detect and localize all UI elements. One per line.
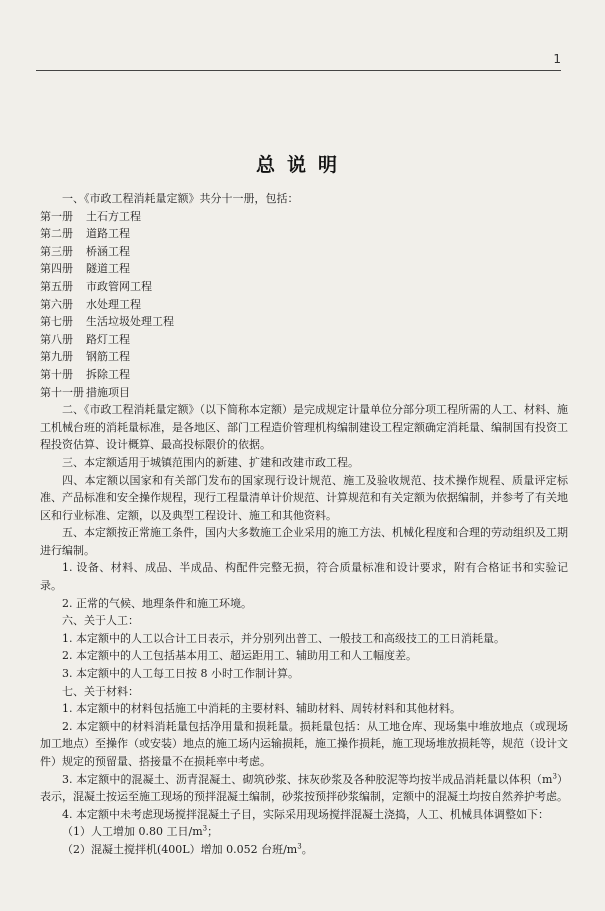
volume-item bbox=[40, 366, 568, 384]
volume-number: 第七册 bbox=[40, 315, 73, 329]
paragraph-3: 三、本定额适用于城镇范围内的新建、扩建和改建市政工程。 bbox=[62, 455, 359, 469]
paragraph-5-item-2: 2. 正常的气候、地理条件和施工环境。 bbox=[62, 596, 252, 610]
adjustment-item-2-text-a: （2）混凝土搅拌机(400L）增加 0.052 台班/m bbox=[62, 842, 298, 856]
volume-name: 钢筋工程 bbox=[86, 350, 130, 364]
volume-name: 路灯工程 bbox=[86, 332, 130, 346]
volume-name: 桥涵工程 bbox=[86, 244, 130, 258]
volume-name: 生活垃圾处理工程 bbox=[86, 315, 174, 329]
paragraph-2: 二、《市政工程消耗量定额》（以下简称本定额）是完成规定计量单位分部分项工程所需的人工、材料、施工机械台班的消耗量标准，是各地区、部门工程造价管理机构编制建设工程定额确定消耗量、编制国有投资工程投资估算、设计概算、最高投标限价的依据。 bbox=[40, 403, 568, 452]
volume-name: 土石方工程 bbox=[86, 209, 141, 223]
paragraph-6-item-3: 3. 本定额中的人工每工日按 8 小时工作制计算。 bbox=[62, 667, 299, 681]
paragraph-4: 四、本定额以国家和有关部门发布的国家现行设计规范、施工及验收规范、技术操作规程、质量评定标准、产品标准和安全操作规程，现行工程量清单计价规范、计算规范和有关定额为依据编制，并参考了有关地区和行业标准、定额，以及典型工程设计、施工和其他资料。 bbox=[40, 473, 568, 522]
paragraph-6-item-2: 2. 本定额中的人工包括基本用工、超运距用工、辅助用工和人工幅度差。 bbox=[62, 649, 417, 663]
paragraph-6-item-1: 1. 本定额中的人工以合计工日表示，并分别列出普工、一般技工和高级技工的工日消耗量。 bbox=[62, 631, 505, 645]
paragraph-7: 七、关于材料： bbox=[62, 684, 139, 698]
volume-number: 第十册 bbox=[40, 367, 73, 381]
volume-item bbox=[40, 313, 568, 331]
volume-name: 措施项目 bbox=[86, 385, 130, 399]
volume-number: 第一册 bbox=[40, 209, 73, 223]
volume-list bbox=[40, 208, 568, 402]
paragraph-7-item-3 bbox=[40, 771, 568, 806]
adjustment-item-2 bbox=[40, 841, 568, 859]
volume-item bbox=[40, 260, 568, 278]
volume-number: 第三册 bbox=[40, 244, 73, 258]
page-number: 1 bbox=[553, 52, 561, 66]
paragraph-5-item-1: 1. 设备、材料、成品、半成品、构配件完整无损，符合质量标准和设计要求，附有合格证书和实验记录。 bbox=[40, 561, 568, 593]
volume-name: 拆除工程 bbox=[86, 367, 130, 381]
volume-number: 第十一册 bbox=[40, 385, 84, 399]
volume-item bbox=[40, 225, 568, 243]
volume-number: 第八册 bbox=[40, 332, 73, 346]
paragraph-7-item-3-text-a: 3. 本定额中的混凝土、沥青混凝土、砌筑砂浆、抹灰砂浆及各种胶泥等均按半成品消耗量以体积（m bbox=[62, 772, 553, 786]
volume-name: 市政管网工程 bbox=[86, 279, 152, 293]
intro-paragraph: 一、《市政工程消耗量定额》共分十一册，包括： bbox=[62, 192, 299, 205]
volume-name: 水处理工程 bbox=[86, 297, 141, 311]
body-text bbox=[40, 190, 568, 859]
superscript-3: 3 bbox=[202, 824, 208, 833]
volume-number: 第四册 bbox=[40, 262, 73, 276]
volume-number: 第九册 bbox=[40, 350, 73, 364]
volume-item bbox=[40, 243, 568, 261]
volume-item bbox=[40, 348, 568, 366]
paragraph-7-item-2: 2. 本定额中的材料消耗量包括净用量和损耗量。损耗量包括：从工地仓库、现场集中堆放地点（或现场加工地点）至操作（或安装）地点的施工场内运输损耗，施工操作损耗，施工现场堆放损耗等，规范（设计文件）规定的预留量、搭接量不在损耗率中考虑。 bbox=[40, 719, 568, 768]
volume-item bbox=[40, 331, 568, 349]
volume-name: 道路工程 bbox=[86, 227, 130, 241]
adjustment-item-1 bbox=[40, 823, 568, 841]
header-rule bbox=[36, 70, 561, 71]
volume-number: 第二册 bbox=[40, 227, 73, 241]
volume-number: 第六册 bbox=[40, 297, 73, 311]
volume-item bbox=[40, 384, 568, 402]
volume-number: 第五册 bbox=[40, 279, 73, 293]
volume-name: 隧道工程 bbox=[86, 262, 130, 276]
page-title: 总说明 bbox=[255, 154, 349, 176]
paragraph-7-item-1: 1. 本定额中的材料包括施工中消耗的主要材料、辅助材料、周转材料和其他材料。 bbox=[62, 702, 461, 716]
volume-item bbox=[40, 208, 568, 226]
adjustment-item-1-text-b: ； bbox=[207, 825, 219, 839]
adjustment-item-2-text-b: 。 bbox=[301, 842, 313, 856]
superscript-3: 3 bbox=[297, 842, 302, 851]
paragraph-6: 六、关于人工： bbox=[62, 614, 139, 628]
adjustment-item-1-text-a: （1）人工增加 0.80 工日/m bbox=[62, 825, 203, 839]
paragraph-5: 五、本定额按正常施工条件，国内大多数施工企业采用的施工方法、机械化程度和合理的劳动组织及工期进行编制。 bbox=[40, 526, 568, 557]
volume-item bbox=[40, 296, 568, 314]
paragraph-7-item-4: 4. 本定额中未考虑现场搅拌混凝土子目，实际采用现场搅拌混凝土浇捣，人工、机械具体调整如下： bbox=[62, 807, 549, 821]
volume-item bbox=[40, 278, 568, 296]
superscript-3: 3 bbox=[552, 771, 557, 780]
paragraph-7-item-3-text-b: ）表示，混凝土按运至施工现场的预拌混凝土编制，砂浆按预拌砂浆编制，定额中的混凝土均按自然养护考虑。 bbox=[40, 772, 569, 804]
